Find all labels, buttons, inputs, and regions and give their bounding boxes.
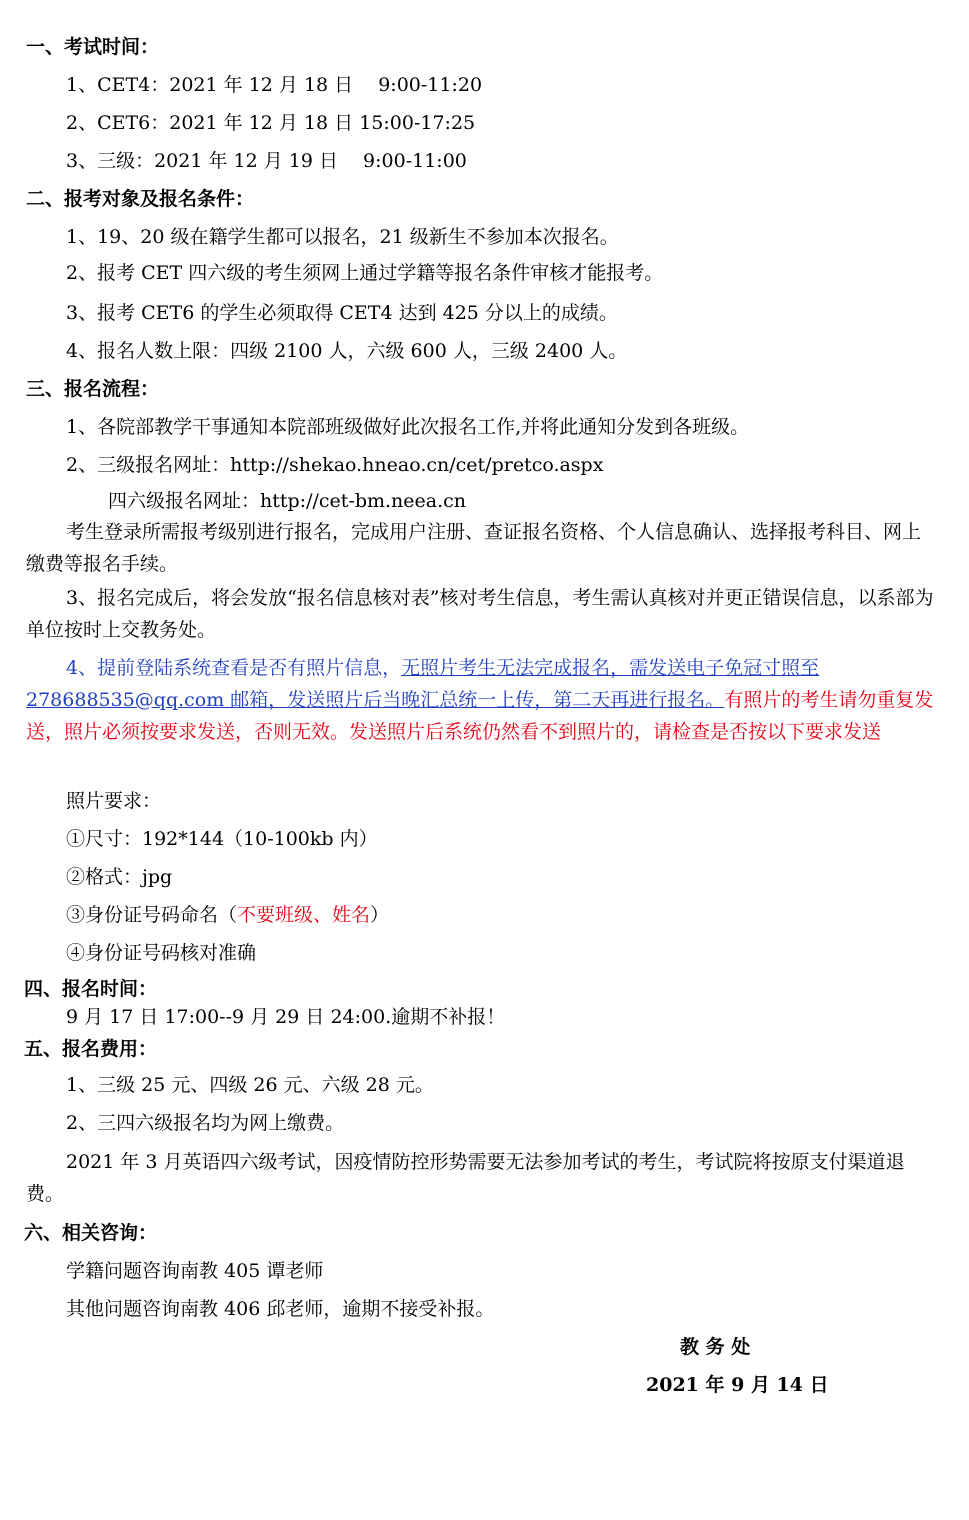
process-item-2: 2、三级报名网址：http://shekao.hneao.cn/cet/pretco.aspx bbox=[66, 454, 604, 476]
consult-item-2: 其他问题咨询南教 406 邱老师，逾期不接受补报。 bbox=[66, 1298, 495, 1320]
eligibility-item-1: 1、19、20 级在籍学生都可以报名，21 级新生不参加本次报名。 bbox=[66, 226, 619, 248]
photo-naming-suffix: ） bbox=[370, 904, 390, 926]
registration-time-text: 9 月 17 日 17:00--9 月 29 日 24:00.逾期不补报！ bbox=[66, 1006, 506, 1028]
photo-requirement-naming bbox=[66, 900, 389, 930]
fee-item-1: 1、三级 25 元、四级 26 元、六级 28 元。 bbox=[66, 1074, 434, 1096]
process-paragraph-1: 考生登录所需报考级别进行报名，完成用户注册、查证报名资格、个人信息确认、选择报考科目、网上缴费等报名手续。 bbox=[26, 521, 922, 575]
section-5-heading: 五、报名费用： bbox=[24, 1038, 158, 1060]
section-6-heading: 六、相关咨询： bbox=[24, 1222, 158, 1244]
photo-requirements-title: 照片要求： bbox=[66, 790, 162, 812]
eligibility-item-4: 4、报名人数上限：四级 2100 人，六级 600 人，三级 2400 人。 bbox=[66, 340, 628, 362]
fee-item-2: 2、三四六级报名均为网上缴费。 bbox=[66, 1112, 345, 1134]
exam-time-item-1: 1、CET4：2021 年 12 月 18 日 9:00-11:20 bbox=[66, 74, 483, 96]
process-paragraph-2: 3、报名完成后，将会发放“报名信息核对表”核对考生信息，考生需认真核对并更正错误信息，以系部为单位按时上交教务处。 bbox=[26, 587, 934, 641]
section-1-heading: 一、考试时间： bbox=[26, 36, 160, 58]
signature-date: 2021 年 9 月 14 日 bbox=[646, 1374, 829, 1396]
exam-time-item-2: 2、CET6：2021 年 12 月 18 日 15:00-17:25 bbox=[66, 112, 476, 134]
photo-requirement-check: ④身份证号码核对准确 bbox=[66, 942, 257, 964]
photo-naming-red-note: 不要班级、姓名 bbox=[237, 904, 371, 926]
photo-warning-text: 有照片的考生请勿重复发送，照片必须按要求发送，否则无效。发送照片后系统仍然看不到照片的，请检查是否按以下要求发送 bbox=[26, 689, 934, 743]
process-item-2-cet-url: 四六级报名网址：http://cet-bm.neea.cn bbox=[108, 490, 467, 512]
section-3-heading: 三、报名流程： bbox=[26, 378, 160, 400]
consult-item-1: 学籍问题咨询南教 405 谭老师 bbox=[66, 1260, 324, 1282]
process-item-1: 1、各院部教学干事通知本院部班级做好此次报名工作,并将此通知分发到各班级。 bbox=[66, 416, 750, 438]
photo-requirement-size: ①尺寸：192*144（10-100kb 内） bbox=[66, 828, 378, 850]
exam-time-item-3: 3、三级：2021 年 12 月 19 日 9:00-11:00 bbox=[66, 150, 467, 172]
photo-email-link[interactable]: 无照片考生无法完成报名，需发送电子免冠寸照至278688535@qq.com 邮箱，发送照片后当晚汇总统一上传，第二天再进行报名。 bbox=[26, 657, 820, 711]
photo-requirement-format: ②格式：jpg bbox=[66, 866, 173, 888]
photo-notice-paragraph bbox=[26, 652, 936, 748]
section-2-heading: 二、报考对象及报名条件： bbox=[26, 188, 255, 210]
signature-office: 教 务 处 bbox=[680, 1336, 751, 1358]
eligibility-item-2: 2、报考 CET 四六级的考生须网上通过学籍等报名条件审核才能报考。 bbox=[66, 262, 664, 284]
photo-naming-prefix: ③身份证号码命名（ bbox=[66, 904, 238, 926]
photo-notice-intro: 4、提前登陆系统查看是否有照片信息， bbox=[66, 657, 402, 679]
eligibility-item-3: 3、报考 CET6 的学生必须取得 CET4 达到 425 分以上的成绩。 bbox=[66, 302, 618, 324]
section-4-heading: 四、报名时间： bbox=[24, 978, 158, 1000]
refund-paragraph: 2021 年 3 月英语四六级考试，因疫情防控形势需要无法参加考试的考生，考试院将按原支付渠道退费。 bbox=[26, 1151, 905, 1205]
